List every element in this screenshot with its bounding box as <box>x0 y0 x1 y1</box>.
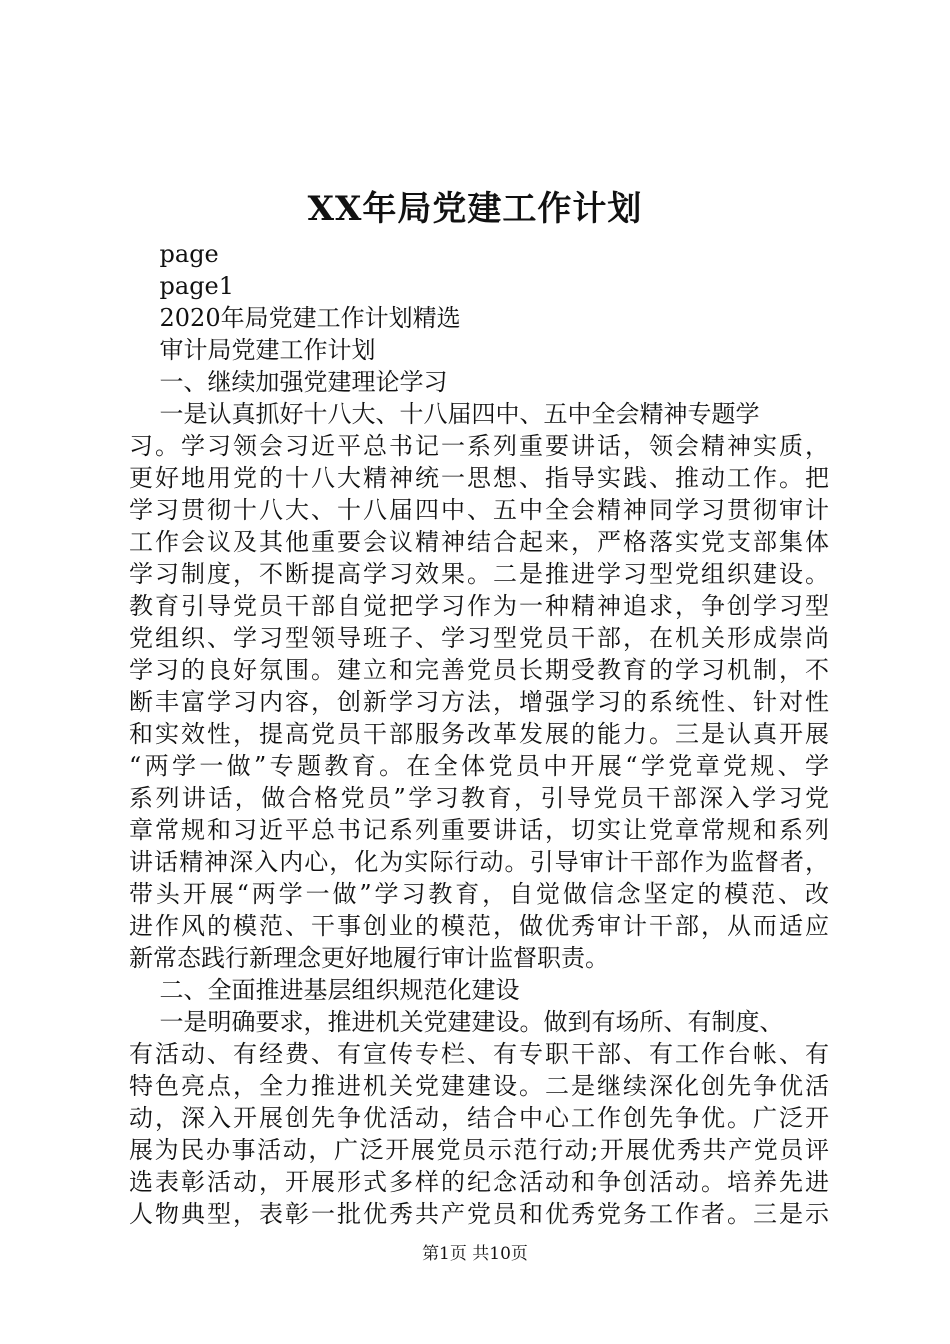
body-line: 断丰富学习内容，创新学习方法，增强学习的系统性、针对性 <box>129 688 829 716</box>
body-line: 工作会议及其他重要会议精神结合起来，严格落实党支部集体 <box>129 528 829 556</box>
section-heading-2: 二、全面推进基层组织规范化建设 <box>129 976 520 1004</box>
body-line: 动，深入开展创先争优活动，结合中心工作创先争优。广泛开 <box>129 1104 829 1132</box>
body-line: 2020年局党建工作计划精选 <box>129 304 461 332</box>
body-line: 新常态践行新理念更好地履行审计监督职责。 <box>129 944 609 972</box>
body-line: 习。学习领会习近平总书记一系列重要讲话，领会精神实质， <box>129 432 829 460</box>
body-line: 选表彰活动，开展形式多样的纪念活动和争创活动。培养先进 <box>129 1168 829 1196</box>
section-heading-1: 一、继续加强党建理论学习 <box>129 368 448 396</box>
document-body <box>129 238 829 1230</box>
body-line: 一是明确要求，推进机关党建建设。做到有场所、有制度、 <box>129 1008 784 1036</box>
body-line: 系列讲话，做合格党员”学习教育，引导党员干部深入学习党 <box>129 784 829 812</box>
body-line: 学习贯彻十八大、十八届四中、五中全会精神同学习贯彻审计 <box>129 496 829 524</box>
body-line: 讲话精神深入内心，化为实际行动。引导审计干部作为监督者， <box>129 848 829 876</box>
body-line: 展为民办事活动，广泛开展党员示范行动;开展优秀共产党员评 <box>129 1136 829 1164</box>
body-line: 更好地用党的十八大精神统一思想、指导实践、推动工作。把 <box>129 464 829 492</box>
body-line: 特色亮点，全力推进机关党建建设。二是继续深化创先争优活 <box>129 1072 829 1100</box>
body-line: 有活动、有经费、有宣传专栏、有专职干部、有工作台帐、有 <box>129 1040 829 1068</box>
body-line: 人物典型，表彰一批优秀共产党员和优秀党务工作者。三是示 <box>129 1200 829 1228</box>
body-line: “两学一做”专题教育。在全体党员中开展“学党章党规、学 <box>129 752 829 780</box>
body-line: 和实效性，提高党员干部服务改革发展的能力。三是认真开展 <box>129 720 829 748</box>
body-line: 党组织、学习型领导班子、学习型党员干部，在机关形成崇尚 <box>129 624 829 652</box>
body-line: 审计局党建工作计划 <box>129 336 376 364</box>
body-line: 一是认真抓好十八大、十八届四中、五中全会精神专题学 <box>129 400 760 428</box>
body-line: 进作风的模范、干事创业的模范，做优秀审计干部，从而适应 <box>129 912 829 940</box>
body-line: 教育引导党员干部自觉把学习作为一种精神追求，争创学习型 <box>129 592 829 620</box>
body-line: 带头开展“两学一做”学习教育，自觉做信念坚定的模范、改 <box>129 880 829 908</box>
body-line: 章常规和习近平总书记系列重要讲话，切实让党章常规和系列 <box>129 816 829 844</box>
document-title: XX年局党建工作计划 <box>307 189 643 229</box>
body-line: 学习的良好氛围。建立和完善党员长期受教育的学习机制，不 <box>129 656 829 684</box>
page-footer: 第1页 共10页 <box>422 1244 528 1264</box>
body-line: page1 <box>129 272 235 300</box>
body-line: page <box>129 240 219 268</box>
body-line: 学习制度，不断提高学习效果。二是推进学习型党组织建设。 <box>129 560 829 588</box>
